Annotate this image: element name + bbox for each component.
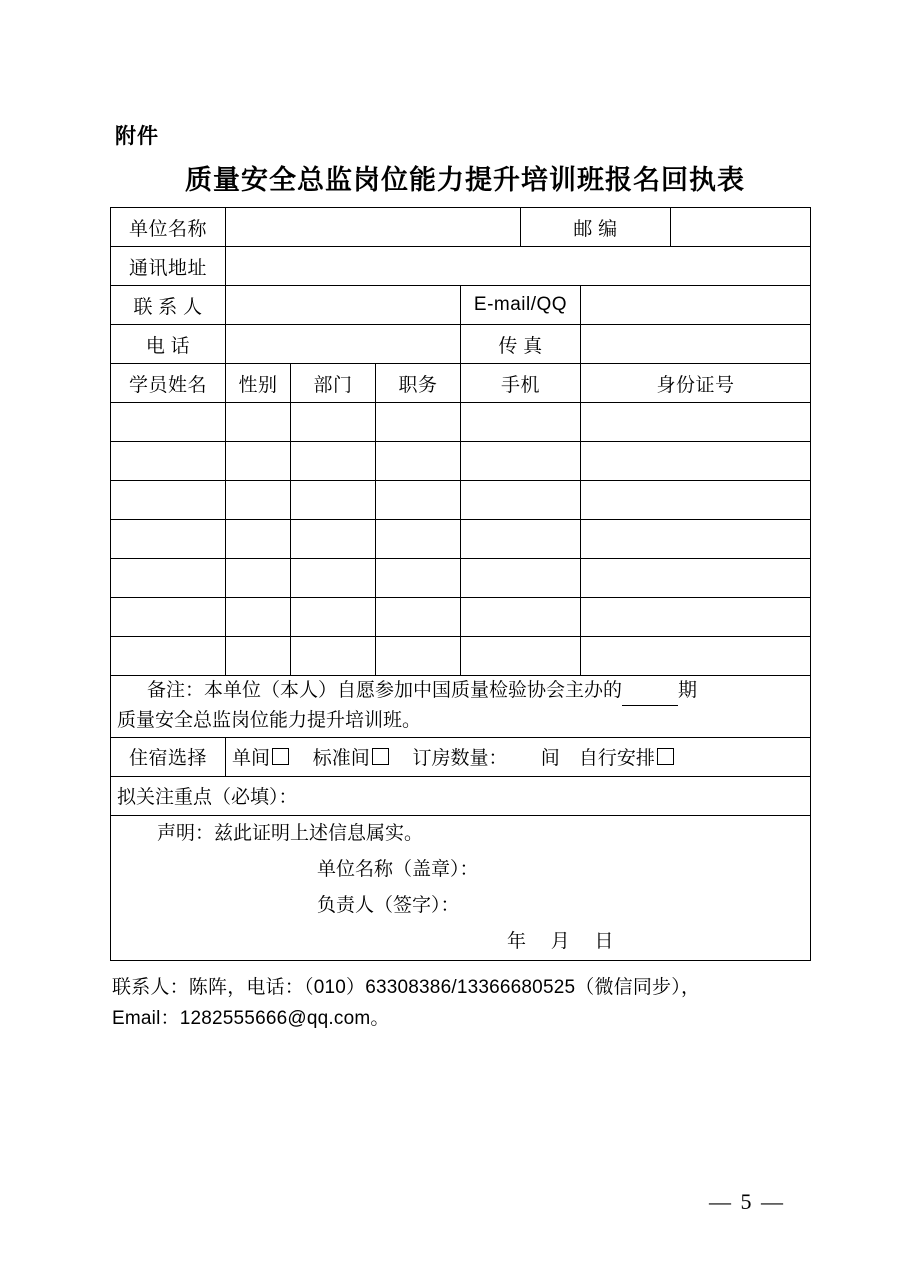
table-row xyxy=(111,559,811,598)
table-row xyxy=(111,520,811,559)
trainee-cell-position[interactable] xyxy=(376,481,461,520)
trainee-cell-department[interactable] xyxy=(291,442,376,481)
page-title: 质量安全总监岗位能力提升培训班报名回执表 xyxy=(185,165,745,195)
trainee-cell-department[interactable] xyxy=(291,520,376,559)
trainee-cell-name[interactable] xyxy=(111,481,226,520)
trainee-cell-name[interactable] xyxy=(111,403,226,442)
lodging-self-checkbox[interactable] xyxy=(657,748,674,765)
footer-contact-line-1: 联系人：陈阵，电话：（010）63308386/13366680525（微信同步）， xyxy=(112,977,701,999)
trainee-header-position: 职务 xyxy=(376,364,461,403)
trainee-cell-mobile[interactable] xyxy=(461,598,581,637)
table-row xyxy=(111,442,811,481)
trainee-cell-name[interactable] xyxy=(111,442,226,481)
declaration-date-line[interactable]: 年 月 日 xyxy=(507,931,624,953)
trainee-cell-gender[interactable] xyxy=(226,559,291,598)
trainee-cell-mobile[interactable] xyxy=(461,559,581,598)
trainee-cell-mobile[interactable] xyxy=(461,520,581,559)
table-row xyxy=(111,403,811,442)
trainee-cell-gender[interactable] xyxy=(226,637,291,676)
lodging-standard-label: 标准间 xyxy=(312,748,370,770)
trainee-cell-mobile[interactable] xyxy=(461,442,581,481)
table-row-address xyxy=(111,247,811,286)
trainee-cell-department[interactable] xyxy=(291,481,376,520)
lodging-label: 住宿选择 xyxy=(111,737,226,776)
declaration-line-3[interactable]: 负责人（签字）： xyxy=(317,894,460,916)
trainee-cell-id-number[interactable] xyxy=(581,442,811,481)
trainee-cell-gender[interactable] xyxy=(226,598,291,637)
trainee-cell-gender[interactable] xyxy=(226,442,291,481)
lodging-self-label: 自行安排 xyxy=(578,748,655,770)
trainee-cell-name[interactable] xyxy=(111,520,226,559)
note-text-b: 期 xyxy=(678,680,698,701)
fax-label: 传 真 xyxy=(461,325,581,364)
lodging-qty-unit: 间 xyxy=(540,748,560,770)
postcode-field[interactable] xyxy=(671,208,811,247)
footer-contact-line-2: Email：1282555666@qq.com。 xyxy=(112,1007,390,1029)
footer-contact xyxy=(112,973,810,1034)
trainee-cell-name[interactable] xyxy=(111,598,226,637)
declaration-line-1: 声明：兹此证明上述信息属实。 xyxy=(157,822,424,844)
email-qq-label: E-mail/QQ xyxy=(461,286,581,325)
table-row-phone xyxy=(111,325,811,364)
registration-form-table xyxy=(110,207,811,961)
table-row-unit-name xyxy=(111,208,811,247)
trainee-cell-mobile[interactable] xyxy=(461,481,581,520)
lodging-qty-label: 订房数量： xyxy=(412,748,508,770)
phone-field[interactable] xyxy=(226,325,461,364)
trainee-cell-position[interactable] xyxy=(376,598,461,637)
phone-label: 电 话 xyxy=(111,325,226,364)
focus-label: 拟关注重点（必填）： xyxy=(117,787,298,809)
note-line-1 xyxy=(117,676,804,706)
table-row xyxy=(111,637,811,676)
trainee-cell-gender[interactable] xyxy=(226,481,291,520)
trainee-cell-gender[interactable] xyxy=(226,520,291,559)
trainee-cell-id-number[interactable] xyxy=(581,559,811,598)
trainee-cell-department[interactable] xyxy=(291,403,376,442)
trainee-cell-id-number[interactable] xyxy=(581,403,811,442)
declaration-cell xyxy=(111,815,811,960)
note-line-2: 质量安全总监岗位能力提升培训班。 xyxy=(117,710,422,732)
trainee-cell-gender[interactable] xyxy=(226,403,291,442)
lodging-single-checkbox[interactable] xyxy=(272,748,289,765)
trainee-header-mobile: 手机 xyxy=(461,364,581,403)
table-row-declaration xyxy=(111,815,811,960)
email-qq-field[interactable] xyxy=(581,286,811,325)
note-blank-line[interactable] xyxy=(622,687,678,706)
lodging-options xyxy=(226,737,811,776)
trainee-cell-name[interactable] xyxy=(111,637,226,676)
page-number: — 5 — xyxy=(709,1189,785,1214)
trainee-cell-mobile[interactable] xyxy=(461,637,581,676)
unit-name-label: 单位名称 xyxy=(111,208,226,247)
note-cell xyxy=(111,676,811,738)
contact-person-field[interactable] xyxy=(226,286,461,325)
trainee-header-name: 学员姓名 xyxy=(111,364,226,403)
lodging-standard-checkbox[interactable] xyxy=(372,748,389,765)
trainee-cell-department[interactable] xyxy=(291,598,376,637)
table-row-note xyxy=(111,676,811,738)
table-row-lodging xyxy=(111,737,811,776)
trainee-cell-position[interactable] xyxy=(376,520,461,559)
table-row-contact-person xyxy=(111,286,811,325)
postcode-label: 邮 编 xyxy=(521,208,671,247)
trainee-cell-name[interactable] xyxy=(111,559,226,598)
address-field[interactable] xyxy=(226,247,811,286)
focus-cell[interactable] xyxy=(111,776,811,815)
trainee-cell-position[interactable] xyxy=(376,559,461,598)
trainee-cell-department[interactable] xyxy=(291,559,376,598)
trainee-cell-position[interactable] xyxy=(376,403,461,442)
trainee-cell-id-number[interactable] xyxy=(581,520,811,559)
table-row xyxy=(111,481,811,520)
trainee-cell-mobile[interactable] xyxy=(461,403,581,442)
trainee-header-row xyxy=(111,364,811,403)
trainee-header-gender: 性别 xyxy=(226,364,291,403)
trainee-header-department: 部门 xyxy=(291,364,376,403)
trainee-cell-id-number[interactable] xyxy=(581,637,811,676)
note-text-a: 备注：本单位（本人）自愿参加中国质量检验协会主办的 xyxy=(147,680,623,701)
trainee-cell-department[interactable] xyxy=(291,637,376,676)
declaration-line-2[interactable]: 单位名称（盖章）： xyxy=(317,858,479,880)
table-row-focus xyxy=(111,776,811,815)
trainee-header-id-number: 身份证号 xyxy=(581,364,811,403)
fax-field[interactable] xyxy=(581,325,811,364)
lodging-single-label: 单间 xyxy=(232,748,271,770)
attachment-label: 附件 xyxy=(115,125,159,148)
contact-person-label: 联 系 人 xyxy=(111,286,226,325)
trainee-cell-position[interactable] xyxy=(376,442,461,481)
unit-name-field[interactable] xyxy=(226,208,521,247)
trainee-cell-position[interactable] xyxy=(376,637,461,676)
address-label: 通讯地址 xyxy=(111,247,226,286)
trainee-cell-id-number[interactable] xyxy=(581,598,811,637)
table-row xyxy=(111,598,811,637)
trainee-cell-id-number[interactable] xyxy=(581,481,811,520)
